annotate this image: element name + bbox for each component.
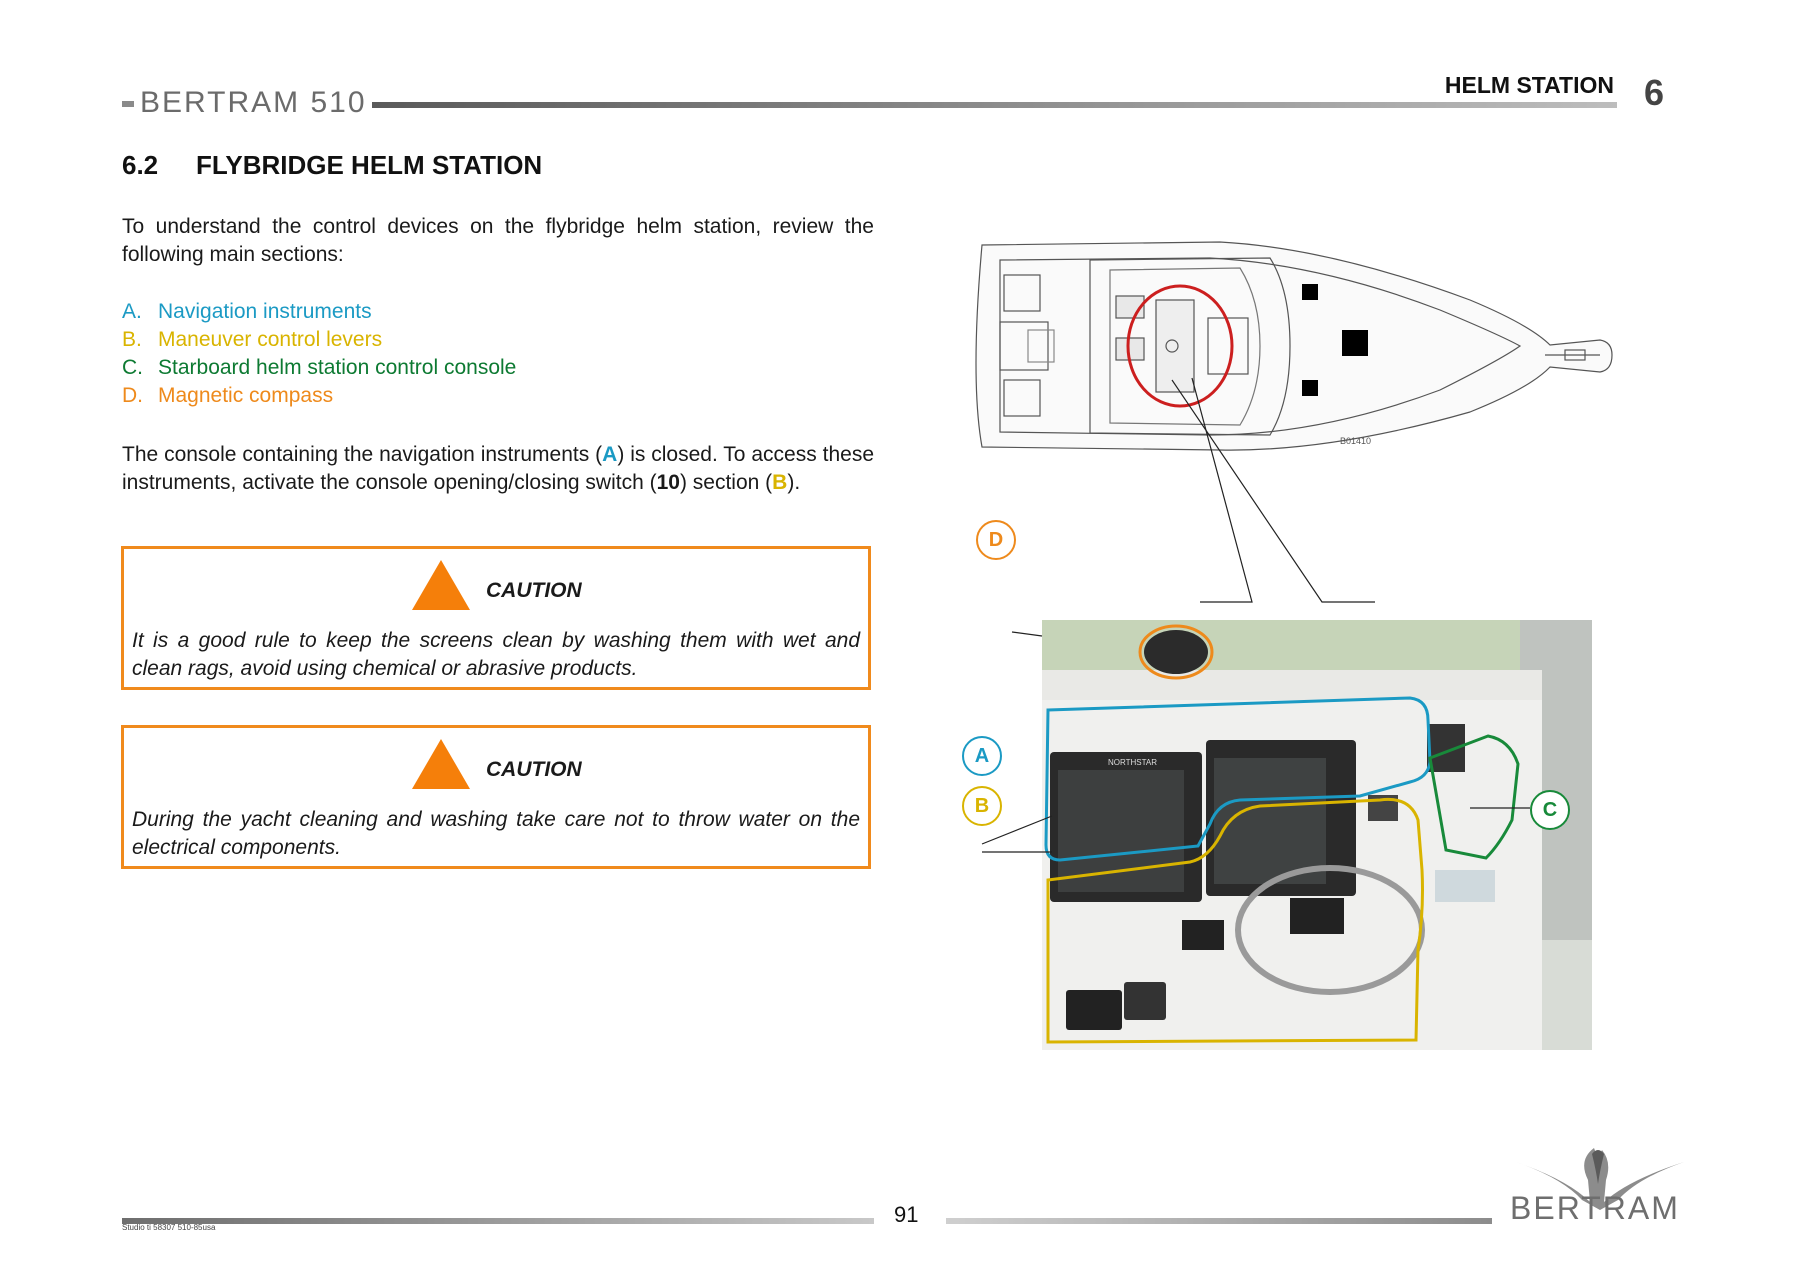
caution-text: It is a good rule to keep the screens clean by washing them with wet and clean rags, avoid using chemical or abrasive products. (132, 629, 860, 680)
section-list (122, 298, 516, 410)
section-number: 6.2 (122, 150, 159, 180)
caution-title: CAUTION (486, 579, 582, 602)
screen-brand-label: NORTHSTAR (1108, 758, 1158, 767)
callout-b: B (962, 786, 1002, 826)
section-heading (122, 150, 542, 181)
callout-d: D (976, 520, 1016, 560)
deck-hatch (1302, 380, 1318, 396)
callout-c: C (1530, 790, 1570, 830)
warning-triangle-icon (412, 560, 470, 610)
caution-text: During the yacht cleaning and washing take care not to throw water on the electrical components. (132, 808, 860, 859)
intro-paragraph: To understand the control devices on the flybridge helm station, review the following main sections: (122, 215, 874, 266)
page-number: 91 (894, 1202, 919, 1227)
access-paragraph: The console containing the navigation instruments (A) is closed. To access these instruments, activate the console opening/closing switch (10) section (B). (122, 443, 875, 494)
callout-a: A (962, 736, 1002, 776)
helm-console-photo (1042, 620, 1592, 1050)
header-rule (372, 102, 1617, 108)
header-brand: BERTRAM 510 (140, 86, 367, 119)
callout-leader-d (1012, 632, 1042, 636)
footer-rule-right (946, 1218, 1492, 1224)
footer-doc-code: Studio ti 58307 510-85usa (122, 1223, 216, 1232)
warning-triangle-icon (412, 739, 470, 789)
section-title: FLYBRIDGE HELM STATION (196, 150, 543, 180)
caution-title: CAUTION (486, 758, 582, 781)
list-item-c: C. Starboard helm station control console (122, 356, 517, 379)
figure-code: B01410 (1340, 436, 1372, 446)
deck-hatch (1302, 284, 1318, 300)
header-mark (122, 101, 134, 107)
footer-logo-text: BERTRAM (1510, 1190, 1680, 1226)
caution-box-2 (121, 725, 871, 869)
list-item-b: B. Maneuver control levers (122, 328, 383, 351)
helm-figure-drawing (940, 230, 1730, 1060)
deck-hatch (1342, 330, 1368, 356)
list-item-a: A. Navigation instruments (122, 300, 372, 323)
yacht-top-view (976, 242, 1612, 450)
header-section-title: HELM STATION (1444, 72, 1614, 98)
caution-box-1 (121, 546, 871, 690)
list-item-d: D. Magnetic compass (122, 384, 334, 407)
footer-rule-left (122, 1218, 874, 1224)
chapter-number: 6 (1644, 72, 1665, 113)
helm-station-figure (940, 230, 1730, 1060)
